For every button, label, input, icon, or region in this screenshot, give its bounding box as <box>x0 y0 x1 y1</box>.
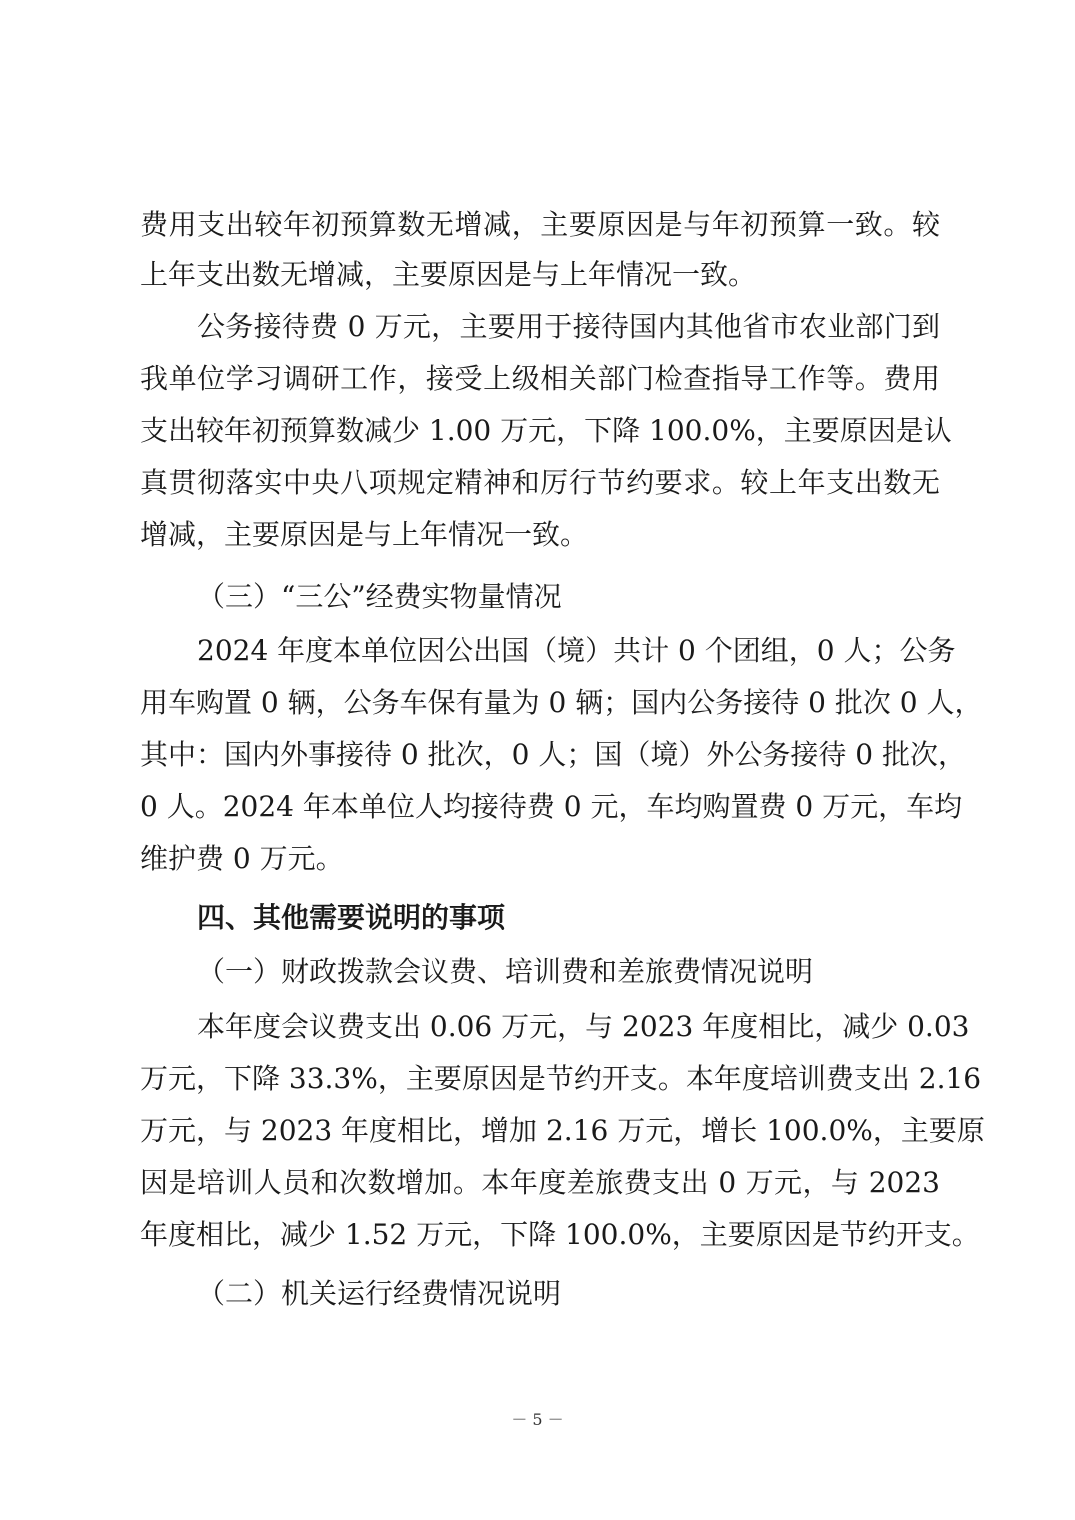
paragraph-line: 2024 年度本单位因公出国（境）共计 0 个团组，0 人；公务 <box>197 634 956 667</box>
paragraph-line: 万元，下降 33.3%，主要原因是节约开支。本年度培训费支出 2.16 <box>140 1062 982 1095</box>
paragraph-line: 用车购置 0 辆，公务车保有量为 0 辆；国内公务接待 0 批次 0 人， <box>140 686 983 719</box>
paragraph-line: 维护费 0 万元。 <box>140 842 344 875</box>
paragraph-line: 万元，与 2023 年度相比，增加 2.16 万元，增长 100.0%，主要原 <box>140 1114 985 1147</box>
paragraph-line: 因是培训人员和次数增加。本年度差旅费支出 0 万元，与 2023 <box>140 1166 940 1199</box>
section-heading: 四、其他需要说明的事项 <box>197 901 506 934</box>
paragraph-line: 我单位学习调研工作，接受上级相关部门检查指导工作等。费用 <box>140 362 940 395</box>
paragraph-line: 真贯彻落实中央八项规定精神和厉行节约要求。较上年支出数无 <box>140 466 940 499</box>
paragraph-line: 年度相比，减少 1.52 万元，下降 100.0%，主要原因是节约开支。 <box>140 1218 980 1251</box>
paragraph-line: 费用支出较年初预算数无增减，主要原因是与年初预算一致。较 <box>140 208 940 241</box>
paragraph-line: 本年度会议费支出 0.06 万元，与 2023 年度相比，减少 0.03 <box>197 1010 970 1043</box>
page-number: － 5 － <box>511 1410 564 1429</box>
subsection-heading: （二）机关运行经费情况说明 <box>197 1277 562 1310</box>
paragraph-line: 上年支出数无增减，主要原因是与上年情况一致。 <box>140 258 757 291</box>
subsection-heading: （三）“三公”经费实物量情况 <box>197 580 562 613</box>
paragraph-line: 支出较年初预算数减少 1.00 万元，下降 100.0%，主要原因是认 <box>140 414 952 447</box>
subsection-heading: （一）财政拨款会议费、培训费和差旅费情况说明 <box>197 955 814 988</box>
paragraph-line: 增减，主要原因是与上年情况一致。 <box>140 518 589 551</box>
paragraph-line: 其中：国内外事接待 0 批次，0 人；国（境）外公务接待 0 批次， <box>140 738 966 771</box>
paragraph-line: 0 人。2024 年本单位人均接待费 0 元，车均购置费 0 万元，车均 <box>140 790 963 823</box>
paragraph-line: 公务接待费 0 万元，主要用于接待国内其他省市农业部门到 <box>197 310 940 343</box>
